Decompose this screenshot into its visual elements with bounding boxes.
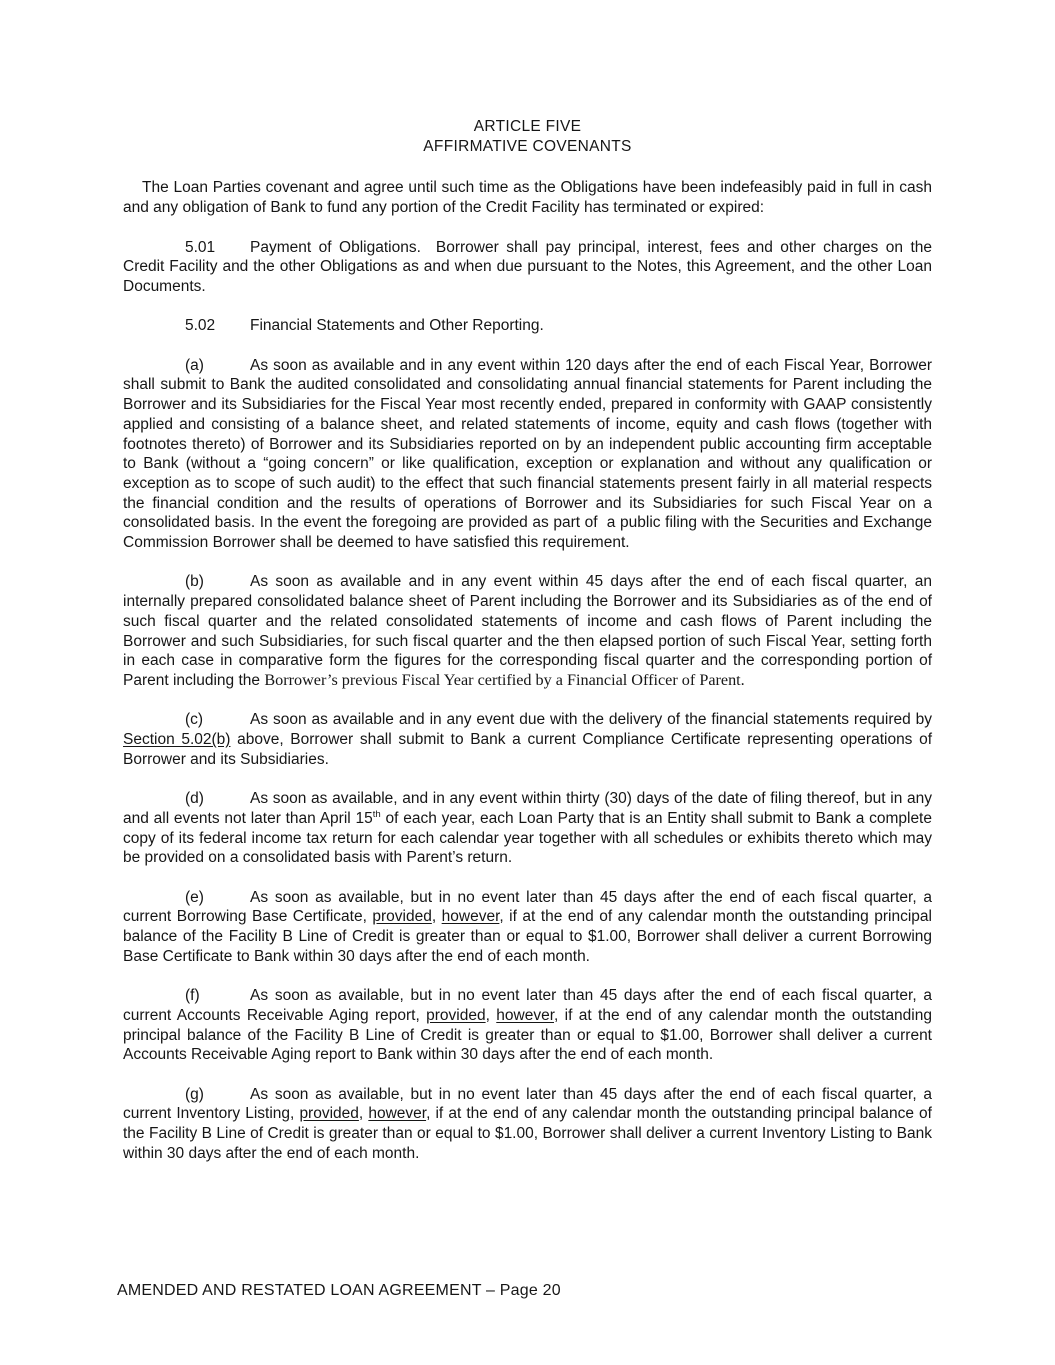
text-run: As soon as available and in any event within 45 days after the end of each fiscal quarter, an internally prepared consolidated balance sheet of Parent including the Borrower and its Subsidiaries as of the end of such fiscal quarter and the related consolidated statements of income and cash flows of Parent including the Borrower and such Subsidiaries, for such fiscal quarter and the then elapsed portion of such Fiscal Year, setting forth in each case in comparative form the figures for the corresponding fiscal quarter and the corresponding portion of Parent including the xyxy=(123,573,932,689)
subparagraph-a xyxy=(123,356,932,553)
intro-paragraph xyxy=(123,178,932,217)
text-run: The Loan Parties covenant and agree until such time as the Obligations have been indefeasibly paid in full in cash and any obligation of Bank to fund any portion of the Credit Facility has terminated or expired: xyxy=(123,179,932,217)
text-run: , if at the end of any calendar month the outstanding principal balance of the Facility B Line of Credit is greater than or equal to $1.00, Borrower shall deliver a current Accounts Receivable Aging report to Bank within 30 days after the end of each month. xyxy=(123,1006,932,1064)
subparagraph-d xyxy=(123,789,932,868)
text-run: , if at the end of any calendar month the outstanding principal balance of the Facility B Line of Credit is greater than or equal to $1.00, Borrower shall deliver a current Borrowing Base Certificate to Bank within 30 days after the end of each month. xyxy=(123,908,932,965)
text-run: , xyxy=(358,1105,369,1123)
paragraph-marker: 5.02 xyxy=(185,317,216,335)
text-run: As soon as available and in any event within 120 days after the end of each Fiscal Year, Borrower shall submit to Bank the audited consolidated and consolidating annual financial statements for Parent including the Borrower and its Subsidiaries for the Fiscal Year most recently ended, prepared in conformity with GAAP consistently applied and consisting of a balance sheet, and related statements of income, equity and cash flows (together with footnotes thereto) of Borrower and its Subsidiaries reported on by an independent public accounting firm acceptable to Bank (without a “going concern” or like qualification, exception or explanation and without any qualification or exception as to scope of such audit) to the effect that such financial statements present fairly in all material respects the financial condition and the results of operations of Borrower and its Subsidiaries for such Fiscal Year on a consolidated basis. In the event the foregoing are provided as part of a public filing with the Securities and Exchange Commission Borrower shall be deemed to have satisfied this requirement. xyxy=(123,356,932,552)
subparagraph-b xyxy=(123,572,932,690)
text-run: Section 5.02(b) xyxy=(123,731,231,749)
article-subtitle: AFFIRMATIVE COVENANTS xyxy=(423,137,632,155)
paragraph-marker: 5.01 xyxy=(185,238,216,256)
subparagraph-g xyxy=(123,1085,932,1164)
page-footer: AMENDED AND RESTATED LOAN AGREEMENT – Page 20 xyxy=(117,1282,561,1299)
paragraph-marker: (a) xyxy=(185,356,204,374)
text-run: however xyxy=(368,1105,427,1123)
text-run: provided xyxy=(299,1105,359,1123)
document-content xyxy=(123,117,932,1163)
text-run: Payment of Obligations. Borrower shall pay principal, interest, fees and other charges on the Credit Facility and the other Obligations as and when due pursuant to the Notes, this Agreement, and the other Loan Documents. xyxy=(123,238,932,295)
text-run: provided xyxy=(426,1006,486,1024)
text-run: , if at the end of any calendar month the outstanding principal balance of the Facility B Line of Credit is greater than or equal to $1.00, Borrower shall deliver a current Inventory Listing to Bank within 30 days after the end of each month. xyxy=(123,1105,932,1162)
text-run: however xyxy=(441,908,500,926)
text-run: , xyxy=(431,908,442,926)
text-run: however xyxy=(496,1006,554,1024)
paragraph-marker: (d) xyxy=(185,790,204,808)
text-run: As soon as available, but in no event later than 45 days after the end of each fiscal quarter, a current Accounts Receivable Aging report, xyxy=(123,987,932,1024)
text-run: As soon as available, but in no event later than 45 days after the end of each fiscal quarter, a current Inventory Listing, xyxy=(123,1085,932,1123)
paragraph-marker: (g) xyxy=(185,1085,204,1103)
text-run: As soon as available and in any event due with the delivery of the financial statements required by xyxy=(250,711,932,729)
subparagraph-c xyxy=(123,710,932,769)
paragraph-marker: (e) xyxy=(185,888,204,906)
text-run: above, Borrower shall submit to Bank a current Compliance Certificate representing operations of Borrower and its Subsidiaries. xyxy=(123,731,933,768)
section-5-02-heading xyxy=(123,316,932,336)
text-run: th xyxy=(372,808,381,820)
text-run: As soon as available, but in no event later than 45 days after the end of each fiscal quarter, a current Borrowing Base Certificate, xyxy=(123,888,932,926)
text-run: , xyxy=(485,1006,497,1024)
text-run: Borrower’s previous Fiscal Year certified by a Financial Officer of Parent. xyxy=(264,670,745,689)
text-run: of each year, each Loan Party that is an Entity shall submit to Bank a complete copy of its federal income tax return for each calendar year together with all schedules or exhibits thereto which may be provided on a consolidated basis with Parent’s return. xyxy=(123,809,932,867)
text-run: Financial Statements and Other Reporting. xyxy=(250,317,544,335)
subparagraph-f xyxy=(123,986,932,1065)
paragraph-marker: (c) xyxy=(185,711,204,729)
text-run: As soon as available, and in any event within thirty (30) days of the date of filing thereof, but in any and all events not later than April 15 xyxy=(123,790,932,827)
text-run: provided xyxy=(372,908,432,926)
paragraph-marker: (f) xyxy=(185,987,200,1005)
article-title: ARTICLE FIVE xyxy=(473,118,582,135)
section-5-01-paragraph xyxy=(123,238,932,297)
subparagraph-e xyxy=(123,888,932,967)
paragraph-marker: (b) xyxy=(185,573,204,591)
